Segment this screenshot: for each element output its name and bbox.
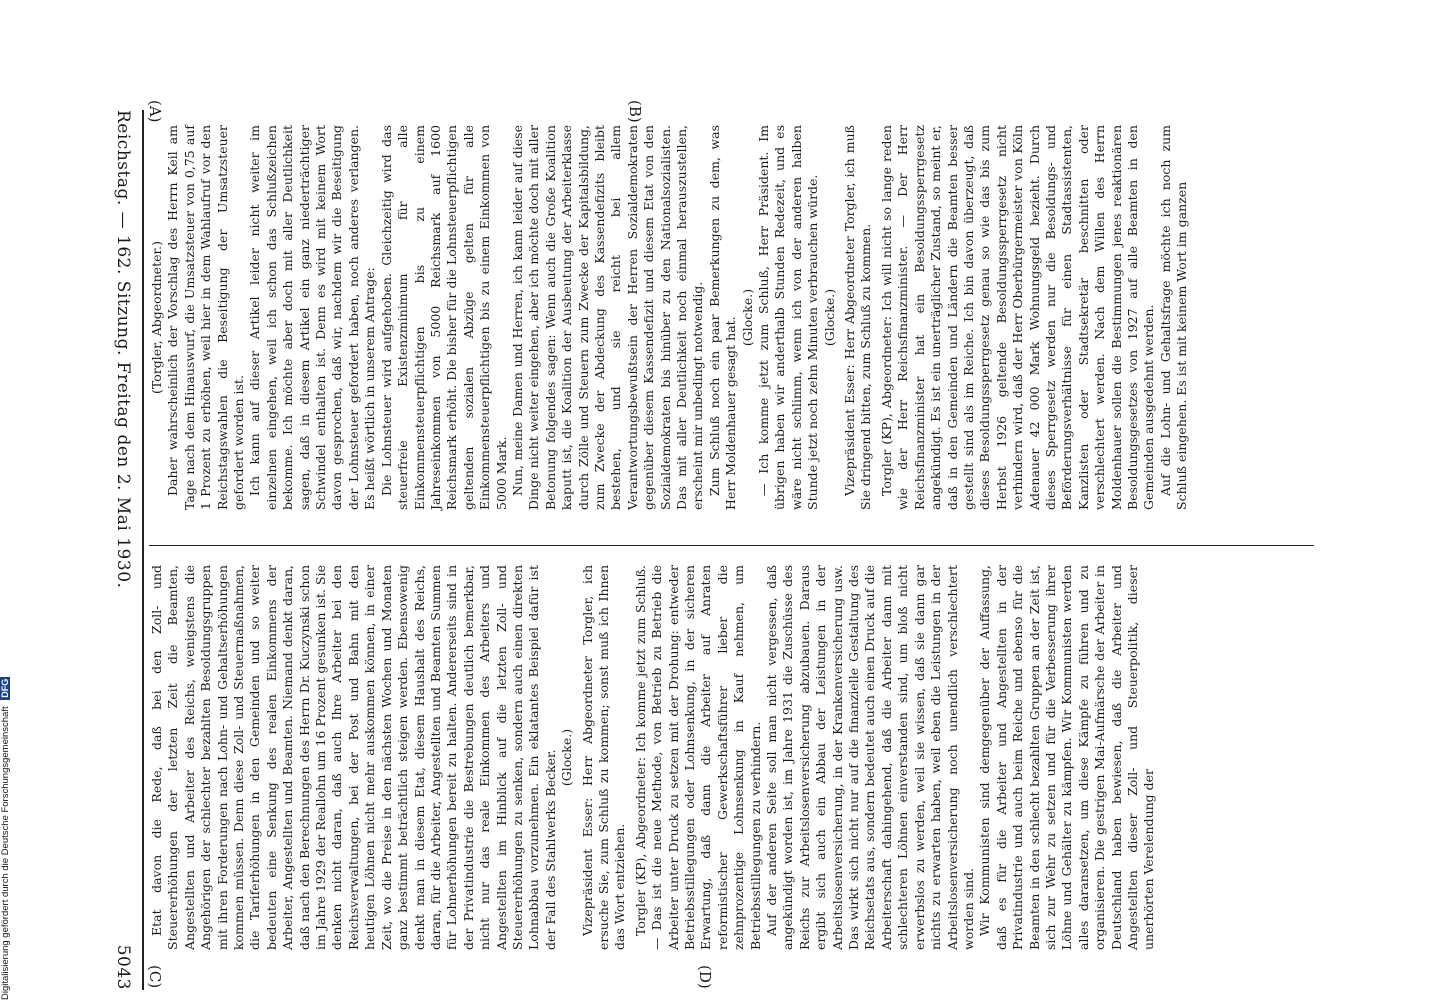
speaker-paragraph: Vizepräsident Esser: Herr Abgeordneter Torgler, ich ersuche Sie, zum Schluß zu kommen; sonst muß ich Ihnen das Wort entziehen.	[579, 565, 628, 950]
paragraph: Daher wahrscheinlich der Vorschlag des Herrn Keil am Tage nach dem Hinauswurf, die Umsatzsteuer von 0,75 auf 1 Prozent zu erhöhen, weil hier in dem Wahlaufruf vor den Reichstagswahlen die Beseitigung der Umsatzsteuer gefordert worden ist.	[165, 125, 247, 510]
header-title: Reichstag. — 162. Sitzung. Freitag den 2. Mai 1930.	[113, 110, 133, 589]
margin-marker-b: (B)	[626, 100, 644, 123]
interjection: (Glocke.)	[821, 288, 837, 347]
margin-marker-a: (A)	[146, 100, 164, 123]
column-divider	[149, 545, 1314, 546]
speaker-paragraph: Torgler (KP), Abgeordneter: Ich will nicht so lange reden wie der Herr Reichsfinanzminister. — Der Herr Reichsfinanzminister hat ein Besoldungssperrgesetz angekündigt. Es ist ein unerträglicher Zustand, so meint er, daß in den Gemeinden und Ländern die Beamten besser gestellt sind als im Reiche. Ich bin davon überzeugt, daß dieses Besoldungssperrgesetz genau so wie das bis zum Herbst 1926 geltende Besoldungssperrgesetz nicht verhindern wird, daß der Herr Oberbürgermeister von Köln Adenauer 42 000 Mark Wohnungsgeld bezieht. Durch dieses Sperrgesetz werden nur die Besoldungs- und Beförderungsverhältnisse für einen Stadtassistenten, Kanzlisten oder Stadtsekretär beschnitten oder verschlechtert werden. Nach dem Willen des Herrn Moldenhauer sollen die Bestimmungen jenes reaktionären Besoldungsgesetzes von 1927 auf alle Beamten in den Gemeinden ausgedehnt werden.	[878, 125, 1157, 510]
speaker-paragraph: Torgler (KP), Abgeordneter: Ich komme jetzt zum Schluß. — Das ist die neue Methode, von Betrieb zu Betrieb die Arbeiter unter Druck zu setzen mit der Drohung: entweder Betriebsstillegungen oder Lohnsenkung, in der sicheren Erwartung, daß dann die Arbeiter auf Anraten reformistischer Gewerkschaftsführer lieber die zehnprozentige Lohnsenkung in Kauf nehmen, um Betriebsstillegungen zu verhindern.	[632, 565, 763, 950]
text-column-right	[149, 565, 1309, 950]
paragraph: — Ich komme jetzt zum Schluß, Herr Präsident. Im übrigen haben wir anderthalb Stunden Redezeit, und es wäre nicht schlimm, wenn ich von der anderen halben Stunde jetzt noch zehn Minuten verbrauchen würde.	[756, 125, 821, 510]
quoted-motion: Die Lohnsteuer wird aufgehoben. Gleichzeitig wird das steuerfreie Existenzminimum für alle Einkommensteuerpflichtigen bis zu einem Jahreseinkommen von 5000 Reichsmark auf 1600 Reichsmark erhöht. Die bisher für die Lohnsteuerpflichtigen geltenden sozialen Abzüge gelten für alle Einkommensteuerpflichtigen bis zu einem Einkommen von 5000 Mark.	[378, 125, 509, 510]
header-rule	[143, 110, 145, 990]
paragraph: Etat davon die Rede, daß bei den Zoll- und Steuererhöhungen der letzten Zeit die Beamten, Angestellten und Arbeiter des Reichs, wenigstens die Angehörigen der schlechter bezahlten Besoldungsgruppen mit ihren Forderungen nach Lohn- und Gehaltserhöhungen kommen müssen. Denn diese Zoll- und Steuermaßnahmen, die Tariferhöhungen in den Gemeinden und so weiter bedeuten eine Senkung des realen Einkommens der Arbeiter, Angestellten und Beamten. Niemand denkt daran, daß nach den Berechnungen des Herrn Dr. Kuczynski schon im Jahre 1929 der Reallohn um 16 Prozent gesunken ist. Sie denken nicht daran, daß auch Ihre Arbeiter bei den Reichsverwaltungen, bei der Post und Bahn mit den heutigen Löhnen nicht mehr auskommen können, in einer Zeit, wo die Preise in den nächsten Wochen und Monaten ganz bestimmt beträchtlich steigen werden. Ebensowenig denkt man in diesem Etat, diesem Haushalt des Reichs, daran, für die Arbeiter, Angestellten und Beamten Summen für Lohnerhöhungen bereit zu halten. Andererseits sind in der Privatindustrie die Bestrebungen deutlich bemerkbar, nicht nur das reale Einkommen des Arbeiters und Angestellten im Hinblick auf die letzten Zoll- und Steuererhöhungen zu senken, sondern auch einen direkten Lohnabbau vorzunehmen. Ein eklatantes Beispiel dafür ist der Fall des Stahlwerks Becker.	[149, 565, 558, 950]
paragraph: Nun, meine Damen und Herren, ich kann leider auf diese Dinge nicht weiter eingehen, aber ich möchte doch mit aller Betonung folgendes sagen: Wenn auch die Große Koalition kaputt ist, die Koalition der Ausbeutung der Arbeiterklasse durch Zölle und Steuern zum Zwecke der Kapitalsbildung, zum Zwecke der Abdeckung des Kassendefizits bleibt bestehen, und sie reicht bei allem Verantwortungsbewußtsein der Herren Sozialdemokraten gegenüber diesem Kassendefizit und diesem Etat von den Sozialdemokraten bis hinüber zu den Nationalsozialisten. Das mit aller Deutlichkeit noch einmal herauszustellen, erscheint mir unbedingt notwendig.	[509, 125, 706, 510]
paragraph: Zum Schluß noch ein paar Bemerkungen zu dem, was Herr Moldenhauer gesagt hat.	[706, 125, 739, 510]
speaker-paragraph: Vizepräsident Esser: Herr Abgeordneter Torgler, ich muß Sie dringend bitten, zum Schluß zu kommen.	[842, 125, 874, 510]
paragraph: Auf die Lohn- und Gehaltsfrage möchte ich noch zum Schluß eingehen. Es ist mit keinem Wort im ganzen	[1157, 125, 1190, 510]
interjection: (Glocke.)	[739, 288, 755, 347]
interjection: (Glocke.)	[559, 728, 575, 787]
paragraph: Ich kann auf dieser Artikel leider nicht weiter im einzelnen eingehen, weil ich schon das Schlußzeichen bekomme. Ich möchte aber doch mit aller Deutlichkeit sagen, daß in diesem Artikel ein ganz niederträchtiger Schwindel enthalten ist. Denn es wird mit keinem Wort davon gesprochen, daß wir, nachdem wir die Beseitigung der Lohnsteuer gefordert haben, noch anderes verlangen. Es heißt wörtlich in unserem Antrage:	[247, 125, 378, 510]
page-number: 5043	[113, 944, 133, 990]
margin-marker-c: (C)	[146, 965, 164, 989]
speaker-note: (Torgler, Abgeordneter.)	[149, 241, 164, 394]
page-header	[105, 110, 139, 990]
paragraph: Wir Kommunisten sind demgegenüber der Auffassung, daß es für die Arbeiter und Angestellten in der Privatindustrie und auch beim Reiche und ebenso für die Beamten in den schlecht bezahlten Gruppen an der Zeit ist, sich zur Wehr zu setzen und für die Verbesserung ihrer Löhne und Gehälter zu kämpfen. Wir Kommunisten werden alles daransetzen, um diese Kämpfe zu führen und zu organisieren. Die gestrigen Mai-Aufmärsche der Arbeiter in Deutschland haben bewiesen, daß die Arbeiter und Angestellten dieser Zoll- und Steuerpolitik, dieser unerhörten Verelendung der	[977, 565, 1157, 950]
paragraph: Auf der anderen Seite soll man nicht vergessen, daß angekündigt worden ist, im Jahre 1931 die Zuschüsse des Reichs zur Arbeitslosenversicherung abzubauen. Daraus ergibt sich auch ein Abbau der Leistungen in der Arbeitslosenversicherung, in der Krankenversicherung usw. Das wirkt sich nicht nur auf die finanzielle Gestaltung des Reichsetats aus, sondern bedeutet auch einen Druck auf die Arbeiterschaft dahingehend, daß die Arbeiter dann mit schlechteren Löhnen einverstanden sind, um bloß nicht erwerbslos zu werden, weil sie wissen, daß sie dann gar nichts zu erwarten haben, weil eben die Leistungen in der Arbeitslosenversicherung noch unendlich verschlechtert worden sind.	[764, 565, 976, 950]
digitization-credit	[0, 0, 14, 1000]
credit-text: Digitalisierung gefördert durch die Deutsche Forschungsgemeinschaft	[0, 706, 11, 1000]
text-column-left	[149, 125, 1309, 510]
dfg-logo: DFG	[0, 678, 10, 698]
margin-marker-d: (D)	[696, 965, 714, 989]
